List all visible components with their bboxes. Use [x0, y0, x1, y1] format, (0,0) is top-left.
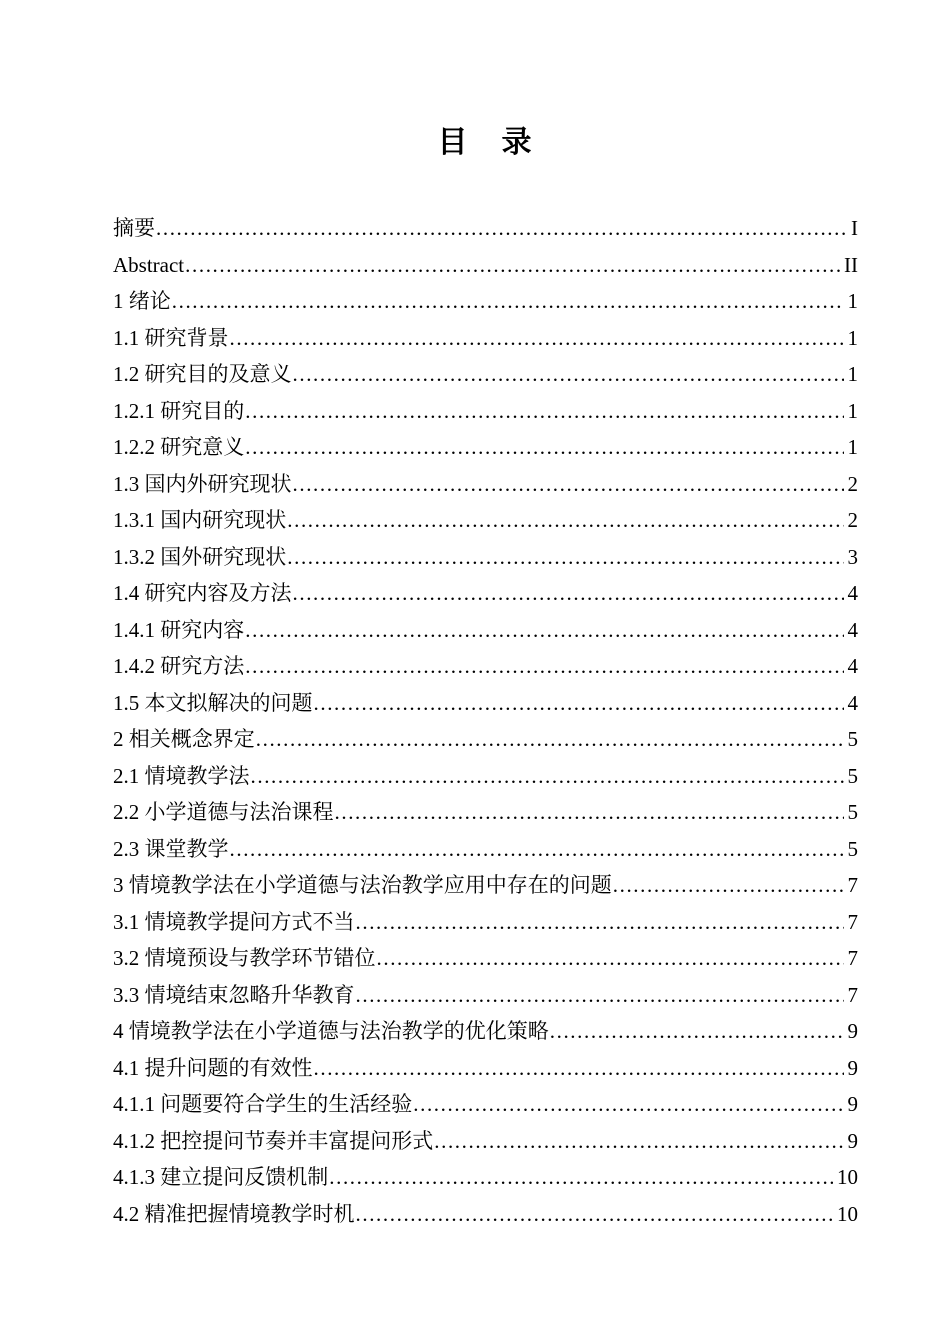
toc-entry[interactable] [113, 867, 858, 904]
toc-entry[interactable] [113, 247, 858, 284]
toc-entry-label: 4.2 精准把握情境教学时机 [113, 1201, 355, 1226]
toc-entry-label: 1.3.1 国内研究现状 [113, 508, 287, 532]
toc-entry-label: 1.3 国内外研究现状 [113, 471, 292, 496]
toc-entry[interactable] [113, 283, 858, 320]
dot-leader [287, 539, 843, 576]
toc-entry-page: 10 [837, 1165, 858, 1189]
toc-entry-label: 4.1.2 把控提问节奏并丰富提问形式 [113, 1128, 434, 1153]
toc-entry-label: 4.1 提升问题的有效性 [113, 1055, 313, 1080]
toc-entry-page: 7 [847, 982, 858, 1007]
toc-entry[interactable] [113, 356, 858, 393]
toc-entry-page: 9 [847, 1092, 858, 1116]
toc-entry-page: 5 [847, 727, 858, 751]
toc-entry[interactable] [113, 612, 858, 649]
toc-entry-label: 1.4.1 研究内容 [113, 617, 245, 642]
dot-leader [185, 247, 840, 284]
toc-entry-label: 2.2 小学道德与法治课程 [113, 800, 334, 824]
toc-entry-page: 7 [847, 946, 858, 970]
toc-entry[interactable] [113, 904, 858, 941]
toc-entry-page: 4 [847, 617, 858, 642]
toc-entry-page: 2 [847, 508, 858, 532]
dot-leader [256, 721, 844, 758]
toc-entry[interactable] [113, 794, 858, 831]
dot-leader [434, 1123, 843, 1160]
toc-entry[interactable] [113, 1013, 858, 1050]
toc-entry-label: 4.1.1 问题要符合学生的生活经验 [113, 1092, 413, 1116]
toc-entry-page: 5 [847, 763, 858, 788]
dot-leader [413, 1086, 843, 1123]
toc-entry[interactable] [113, 575, 858, 612]
toc-entry-label: 1.1 研究背景 [113, 325, 229, 350]
toc-entry[interactable] [113, 466, 858, 503]
toc-entry-label: 2.3 课堂教学 [113, 836, 229, 861]
dot-leader [245, 612, 843, 649]
toc-entry-page: 7 [847, 873, 858, 897]
dot-leader [293, 466, 844, 503]
dot-leader [314, 1050, 844, 1087]
toc-entry[interactable] [113, 685, 858, 722]
toc-entry[interactable] [113, 1086, 858, 1123]
toc-entry-label: 4.1.3 建立提问反馈机制 [113, 1165, 329, 1189]
toc-entry[interactable] [113, 429, 858, 466]
dot-leader [156, 210, 847, 247]
dot-leader [314, 685, 844, 722]
dot-leader [613, 867, 844, 904]
toc-entry[interactable] [113, 721, 858, 758]
dot-leader [245, 429, 843, 466]
toc-entry-label: 1.2.1 研究目的 [113, 398, 245, 423]
toc-entry[interactable] [113, 502, 858, 539]
dot-leader [245, 393, 843, 430]
toc-entry[interactable] [113, 1123, 858, 1160]
toc-entry-page: 1 [847, 289, 858, 313]
toc-entry[interactable] [113, 1196, 858, 1233]
toc-entry-page: 9 [847, 1019, 858, 1043]
toc-entry-page: II [844, 252, 858, 277]
dot-leader [245, 648, 843, 685]
toc-entry-label: 3.2 情境预设与教学环节错位 [113, 946, 376, 970]
toc-entry[interactable] [113, 320, 858, 357]
dot-leader [329, 1159, 833, 1196]
toc-entry-page: 5 [847, 836, 858, 861]
toc-entry-label: 1 绪论 [113, 289, 171, 313]
toc-entry-page: 7 [847, 909, 858, 934]
toc-entry[interactable] [113, 393, 858, 430]
toc-entry[interactable] [113, 940, 858, 977]
toc-entry-label: 3 情境教学法在小学道德与法治教学应用中存在的问题 [113, 873, 612, 897]
toc-entry-label: 1.3.2 国外研究现状 [113, 544, 287, 569]
dot-leader [356, 904, 844, 941]
toc-entry[interactable] [113, 648, 858, 685]
toc-entry-label: 3.3 情境结束忽略升华教育 [113, 982, 355, 1007]
toc-entry-label: 4 情境教学法在小学道德与法治教学的优化策略 [113, 1019, 549, 1043]
toc-entry-label: 2.1 情境教学法 [113, 763, 250, 788]
toc-entry-page: 4 [847, 654, 858, 678]
toc-entry-label: 2 相关概念界定 [113, 727, 255, 751]
dot-leader [293, 575, 844, 612]
dot-leader [287, 502, 843, 539]
toc-entry-page: I [851, 216, 858, 240]
dot-leader [293, 356, 844, 393]
toc-entry-page: 9 [847, 1128, 858, 1153]
toc-entry-page: 1 [847, 325, 858, 350]
toc-entry[interactable] [113, 758, 858, 795]
toc-entry-label: 1.2 研究目的及意义 [113, 362, 292, 386]
dot-leader [251, 758, 844, 795]
toc-entry-page: 10 [837, 1201, 858, 1226]
toc-entry-label: Abstract [113, 252, 185, 277]
toc-list [113, 210, 858, 1232]
dot-leader [356, 977, 844, 1014]
toc-entry[interactable] [113, 831, 858, 868]
dot-leader [230, 320, 844, 357]
toc-entry-label: 3.1 情境教学提问方式不当 [113, 909, 355, 934]
toc-title: 目 录 [437, 126, 534, 159]
toc-entry-page: 3 [847, 544, 858, 569]
toc-entry-page: 1 [847, 362, 858, 386]
toc-entry[interactable] [113, 1050, 858, 1087]
toc-entry-label: 摘要 [113, 216, 155, 240]
toc-entry-page: 2 [847, 471, 858, 496]
toc-entry-page: 9 [847, 1055, 858, 1080]
dot-leader [377, 940, 844, 977]
toc-entry-label: 1.4.2 研究方法 [113, 654, 245, 678]
dot-leader [550, 1013, 844, 1050]
toc-entry[interactable] [113, 1159, 858, 1196]
dot-leader [230, 831, 844, 868]
toc-entry-page: 4 [847, 690, 858, 715]
dot-leader [335, 794, 844, 831]
toc-entry[interactable] [113, 539, 858, 576]
dot-leader [172, 283, 844, 320]
toc-entry-page: 5 [847, 800, 858, 824]
toc-entry[interactable] [113, 977, 858, 1014]
toc-entry-label: 1.4 研究内容及方法 [113, 581, 292, 605]
toc-entry-page: 1 [847, 398, 858, 423]
toc-entry-page: 1 [847, 435, 858, 459]
toc-entry-page: 4 [847, 581, 858, 605]
dot-leader [356, 1196, 834, 1233]
toc-entry-label: 1.5 本文拟解决的问题 [113, 690, 313, 715]
toc-entry-label: 1.2.2 研究意义 [113, 435, 245, 459]
toc-entry[interactable] [113, 210, 858, 247]
